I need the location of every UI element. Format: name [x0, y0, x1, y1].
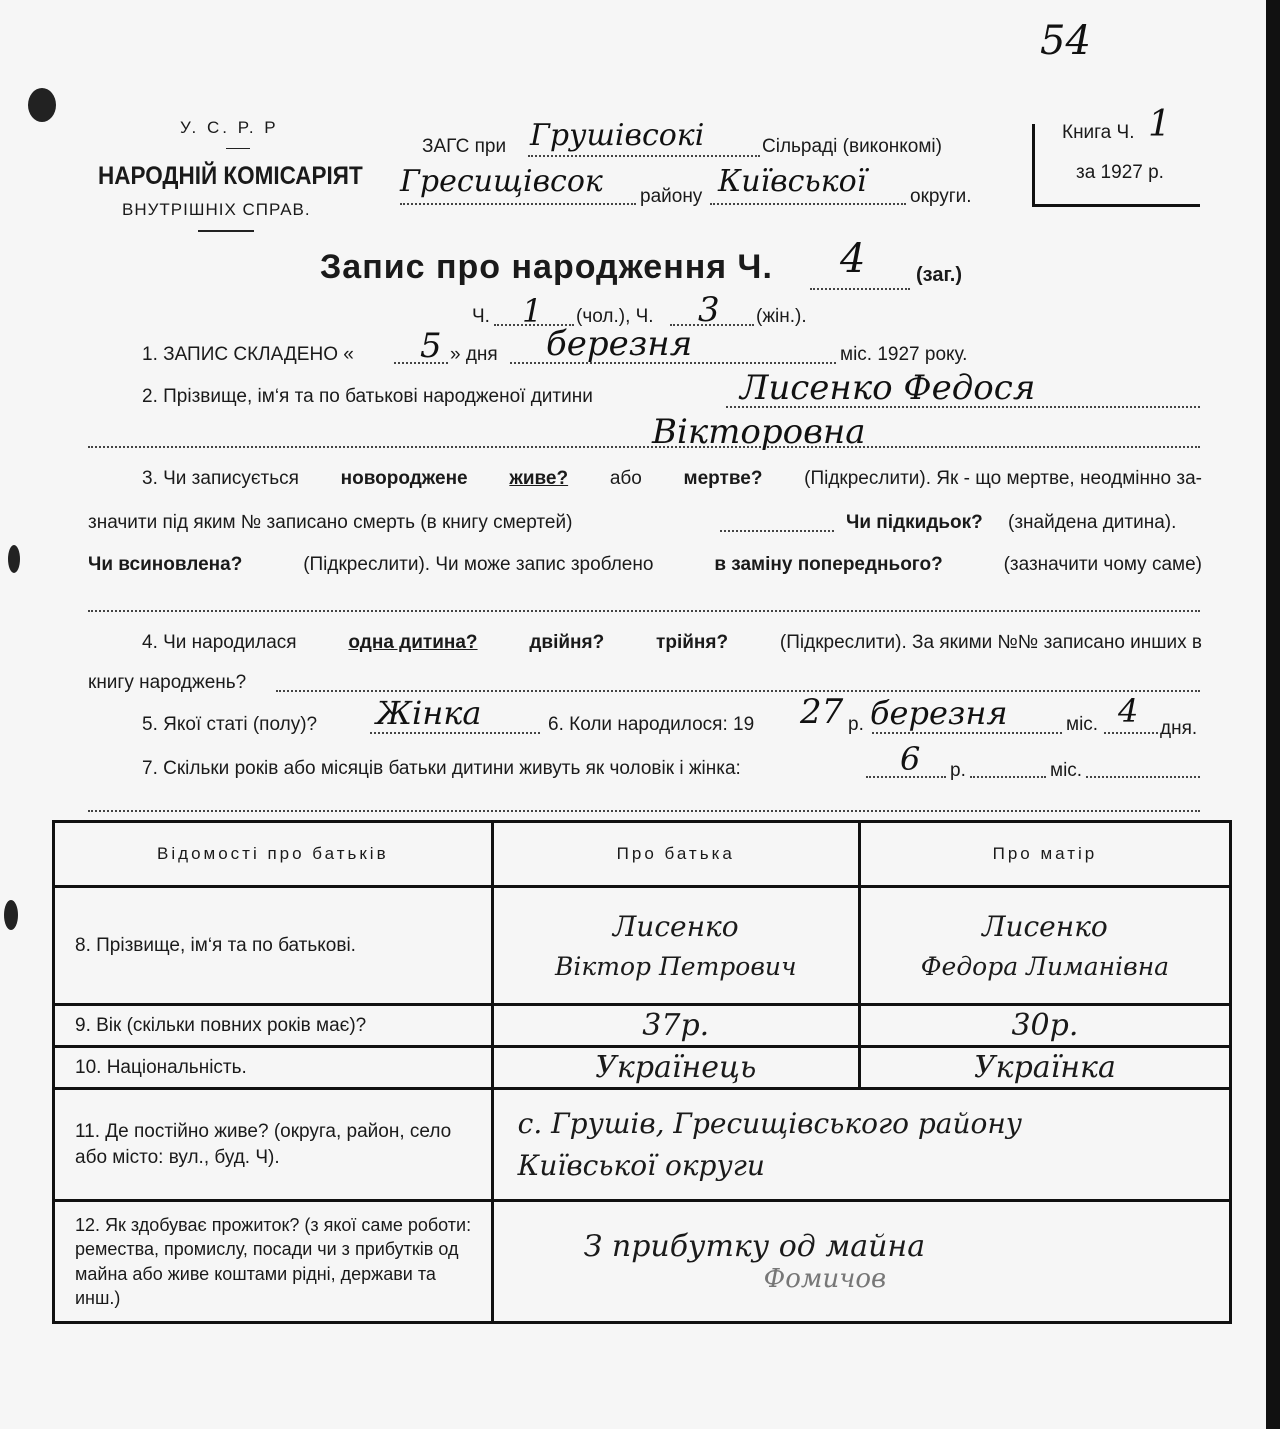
q7-months-label: міс.: [1050, 760, 1083, 781]
q7-years-label: р.: [950, 760, 966, 781]
table-row: [54, 1005, 1231, 1047]
ink-spot: [4, 900, 18, 930]
mother-given-name-value: Федора Лиманівна: [920, 951, 1170, 981]
record-title-suffix: (заг.): [916, 264, 963, 286]
col-header-mother: Про матір: [859, 822, 1230, 887]
row-label: 8. Прізвище, ім‘я та по батькові.: [54, 887, 493, 1005]
q3-text: (зазначити чому саме): [1003, 554, 1202, 575]
q5-label: 5. Якої статі (полу)?: [142, 714, 318, 735]
page-edge-shadow: [1266, 0, 1280, 1429]
okruha-value: Київської: [718, 164, 867, 199]
col-header-father: Про батька: [492, 822, 859, 887]
mother-nationality-value: Українка: [859, 1047, 1230, 1089]
zags-prefix: ЗАГС при: [422, 136, 507, 157]
district-value: Гресищівсок: [400, 164, 603, 199]
q1-mid: » дня: [450, 344, 498, 365]
field-line: [528, 155, 760, 157]
q2-label: 2. Прізвище, ім‘я та по батькові народженої дитини: [142, 386, 593, 407]
table-row: [54, 1201, 1231, 1323]
q1-prefix: 1. ЗАПИС СКЛАДЕНО «: [142, 344, 354, 365]
q4-text: (Підкреслити). За якими №№ записано инших в: [779, 632, 1202, 653]
q3-foundling-note: (знайдена дитина).: [1008, 512, 1177, 533]
q6-month-value: березня: [870, 694, 1008, 732]
row-label: 12. Як здобуває прожиток? (з якої саме роботи: ремества, промислу, посади чи з прибутків од майна або живе коштами рідні, держави та инш.): [54, 1201, 493, 1323]
q1-suffix: міс. 1927 року.: [840, 344, 968, 365]
year-label: за 1927 р.: [1076, 162, 1164, 183]
residence-value-line1: с. Грушів, Гресищівського району: [517, 1106, 1023, 1140]
livelihood-value: З прибутку од майна: [583, 1229, 926, 1264]
ink-spot: [28, 88, 56, 122]
ink-spot: [8, 545, 20, 573]
signature-value: Фомичов: [763, 1264, 887, 1294]
record-number-value: 4: [840, 236, 866, 282]
q7-years-value: 6: [900, 740, 921, 778]
mother-surname-value: Лисенко: [982, 909, 1108, 943]
field-line: [1104, 732, 1158, 734]
row-label: 10. Національність.: [54, 1047, 493, 1089]
q3-text: (Підкреслити). Як - що мертве, неодмінно за-: [804, 468, 1202, 489]
residence-value-line2: Київської округи: [517, 1148, 765, 1182]
q3-option-newborn: новороджене: [340, 468, 468, 489]
field-line: [88, 446, 1200, 448]
page-number: 54: [1040, 18, 1091, 64]
q1-day-value: 5: [420, 326, 442, 366]
table-row: [54, 887, 1231, 1005]
ussr-header: У. С. Р. Р: [180, 118, 279, 137]
q3-line2a: значити під яким № записано смерть (в книгу смертей): [88, 512, 573, 533]
female-label: (жін.).: [756, 306, 807, 327]
book-box-border: [1032, 124, 1035, 206]
table-row: [54, 1047, 1231, 1089]
subtitle-ch: Ч.: [472, 306, 490, 327]
q2-value-line1: Лисенко Федося: [740, 368, 1036, 408]
father-age-value: 37р.: [492, 1005, 859, 1047]
q3-adopted: Чи всиновлена?: [88, 554, 243, 575]
q4-option-single: одна дитина?: [348, 632, 478, 653]
field-line: [276, 690, 1200, 692]
mother-name-cell: [859, 887, 1230, 1005]
book-label: Книга Ч.: [1062, 122, 1135, 143]
divider: [226, 148, 250, 149]
field-line: [810, 288, 910, 290]
mother-age-value: 30р.: [859, 1005, 1230, 1047]
q6-year-suffix: р.: [848, 714, 864, 735]
q7-label: 7. Скільки років або місяців батьки дитини живуть як чоловік і жінка:: [142, 758, 741, 779]
table-row: [54, 1089, 1231, 1201]
q2-value-line2: Вікторовна: [652, 412, 866, 452]
field-line: [88, 810, 1200, 812]
father-nationality-value: Українець: [492, 1047, 859, 1089]
field-line: [370, 732, 540, 734]
row-label: 9. Вік (скільки повних років має)?: [54, 1005, 493, 1047]
q3-text: (Підкреслити). Чи може запис зроблено: [303, 554, 654, 575]
q4-option-twins: двійня?: [529, 632, 605, 653]
record-title: Запис про народження Ч.: [320, 248, 773, 286]
father-name-cell: [492, 887, 859, 1005]
q1-month-value: березня: [546, 324, 693, 364]
q3-option-dead: мертве?: [683, 468, 763, 489]
field-line: [1086, 776, 1200, 778]
q3-text: або: [609, 468, 642, 489]
field-line: [970, 776, 1046, 778]
q3-foundling: Чи підкидьок?: [846, 512, 983, 533]
q4-text: 4. Чи народилася: [142, 632, 297, 653]
q5-value: Жінка: [376, 694, 482, 732]
district-label: району: [640, 186, 703, 207]
book-box-border: [1032, 204, 1200, 207]
q3-line3: [88, 554, 1202, 576]
q3-replacement: в заміну попереднього?: [714, 554, 943, 575]
col-header-info: Відомості про батьків: [54, 822, 493, 887]
field-line: [720, 530, 834, 532]
q4-option-triplets: трійня?: [656, 632, 729, 653]
book-value: 1: [1148, 104, 1171, 145]
male-label: (чол.), Ч.: [576, 306, 654, 327]
q6-day-value: 4: [1118, 692, 1139, 730]
q6-month-label: міс.: [1066, 714, 1099, 735]
table-header-row: [54, 822, 1231, 887]
male-number-value: 1: [522, 292, 543, 330]
q3-line1: [142, 468, 1202, 490]
livelihood-cell: [492, 1201, 1230, 1323]
q4-line1: [142, 632, 1202, 654]
parents-info-table: [52, 820, 1232, 1324]
department-name: ВНУТРІШНІХ СПРАВ.: [122, 200, 311, 219]
field-line: [872, 732, 1062, 734]
father-given-name-value: Віктор Петрович: [554, 951, 797, 981]
field-line: [710, 203, 906, 205]
divider: [198, 230, 254, 232]
residence-cell: [492, 1089, 1230, 1201]
father-surname-value: Лисенко: [612, 909, 739, 943]
q6-day-label: дня.: [1160, 718, 1198, 739]
row-label: 11. Де постійно живе? (округа, район, село або місто: вул., буд. Ч).: [54, 1089, 493, 1201]
field-line: [88, 610, 1200, 612]
okruha-label: округи.: [910, 186, 972, 207]
field-line: [400, 203, 636, 205]
female-number-value: 3: [698, 290, 720, 330]
zags-place-value: Грушівсокі: [530, 118, 705, 153]
q3-text: 3. Чи записується: [142, 468, 299, 489]
q3-option-alive: живе?: [509, 468, 569, 489]
q6-label: 6. Коли народилося: 19: [548, 714, 755, 735]
zags-suffix: Сільраді (виконкомі): [762, 136, 942, 157]
commissariat-title: НАРОДНІЙ КОМІСАРІЯТ: [98, 162, 363, 190]
q6-year-value: 27: [800, 692, 844, 732]
q4-line2: книгу народжень?: [88, 672, 247, 693]
